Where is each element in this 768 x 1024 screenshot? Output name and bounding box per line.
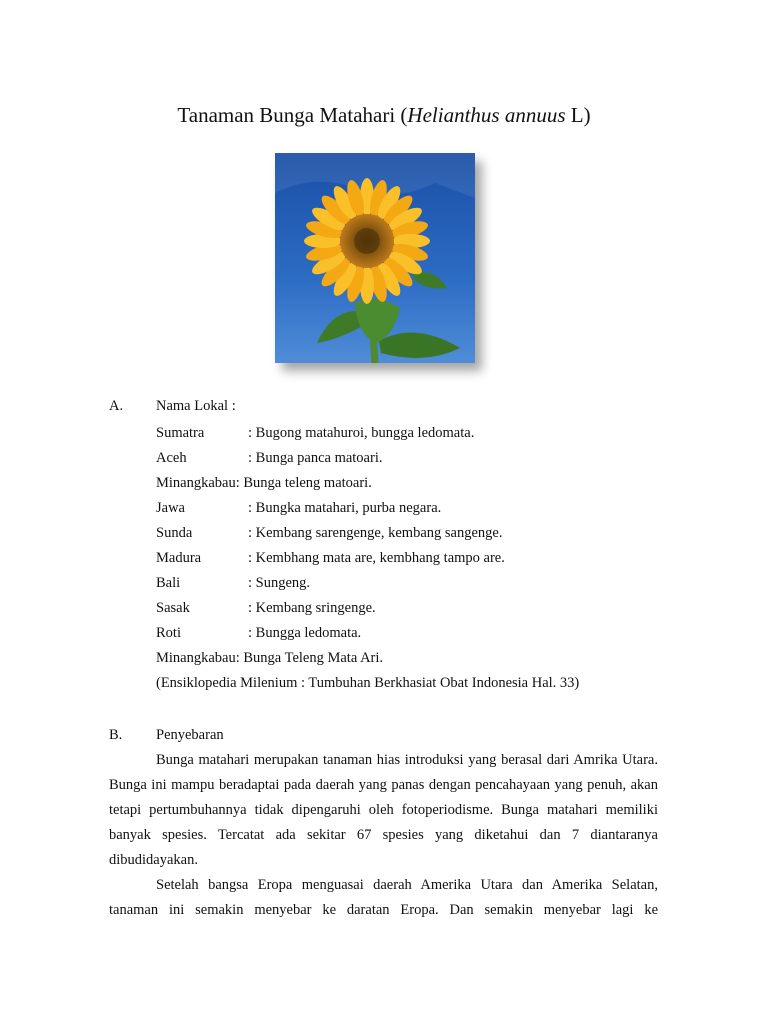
local-name-row bbox=[156, 573, 676, 593]
paragraph-distribution-2: Setelah bangsa Eropa menguasai daerah Amerika Utara dan Amerika Selatan, tanaman ini semakin menyebar ke daratan Eropa. Dan semakin menyebar lagi ke bbox=[109, 877, 658, 918]
local-name-row bbox=[156, 498, 676, 518]
local-name-row bbox=[156, 598, 676, 618]
region-name: Roti bbox=[156, 625, 181, 641]
local-name-row bbox=[156, 473, 676, 493]
local-name-row bbox=[156, 623, 676, 643]
local-name-row bbox=[156, 423, 676, 443]
local-name-row bbox=[156, 548, 676, 568]
region-name: Sunda bbox=[156, 525, 193, 541]
local-name-row bbox=[156, 648, 676, 668]
local-name-line: (Ensiklopedia Milenium : Tumbuhan Berkhasiat Obat Indonesia Hal. 33) bbox=[156, 675, 580, 691]
sunflower-illustration bbox=[275, 153, 475, 363]
local-name-value: : Bugong matahuroi, bungga ledomata. bbox=[248, 425, 475, 441]
local-name-row bbox=[156, 523, 676, 543]
local-name-row bbox=[156, 673, 676, 693]
local-name-value: : Kembang sringenge. bbox=[248, 600, 376, 616]
local-name-value: : Kembhang mata are, kembhang tampo are. bbox=[248, 550, 505, 566]
local-name-value: : Bunga panca matoari. bbox=[248, 450, 383, 466]
title-scientific-name: Helianthus annuus bbox=[407, 103, 566, 127]
paragraph-distribution-1: Bunga matahari merupakan tanaman hias introduksi yang berasal dari Amrika Utara. Bunga ini mampu beradaptai pada daerah yang panas dengan pencahayaan yang penuh, akan tetapi pertumbuhannya tidak dipengaruhi oleh fotoperiodisme. Bunga matahari memiliki banyak spesies. Tercatat ada sekitar 67 spesies yang diketahui dan 7 diantaranya dibudidayakan. bbox=[109, 752, 658, 868]
local-name-value: : Bungga ledomata. bbox=[248, 625, 362, 641]
region-name: Madura bbox=[156, 550, 202, 566]
local-name-line: Minangkabau: Bunga Teleng Mata Ari. bbox=[156, 650, 384, 666]
region-name: Sumatra bbox=[156, 425, 205, 441]
title-suffix: L) bbox=[565, 103, 591, 127]
section-a-letter: A. bbox=[109, 398, 124, 414]
region-name: Sasak bbox=[156, 600, 190, 616]
page-title bbox=[0, 101, 768, 129]
section-a-heading: Nama Lokal : bbox=[156, 398, 236, 414]
section-b-letter: B. bbox=[109, 727, 123, 743]
local-name-row bbox=[156, 448, 676, 468]
title-prefix: Tanaman Bunga Matahari ( bbox=[177, 103, 408, 127]
local-name-value: : Sungeng. bbox=[248, 575, 311, 591]
region-name: Jawa bbox=[156, 500, 185, 516]
section-b-heading: Penyebaran bbox=[156, 727, 224, 743]
local-name-value: : Bungka matahari, purba negara. bbox=[248, 500, 442, 516]
region-name: Aceh bbox=[156, 450, 187, 466]
region-name: Bali bbox=[156, 575, 181, 591]
sunflower-photo bbox=[275, 153, 475, 363]
local-name-value: : Kembang sarengenge, kembang sangenge. bbox=[248, 525, 503, 541]
local-name-line: Minangkabau: Bunga teleng matoari. bbox=[156, 475, 372, 491]
